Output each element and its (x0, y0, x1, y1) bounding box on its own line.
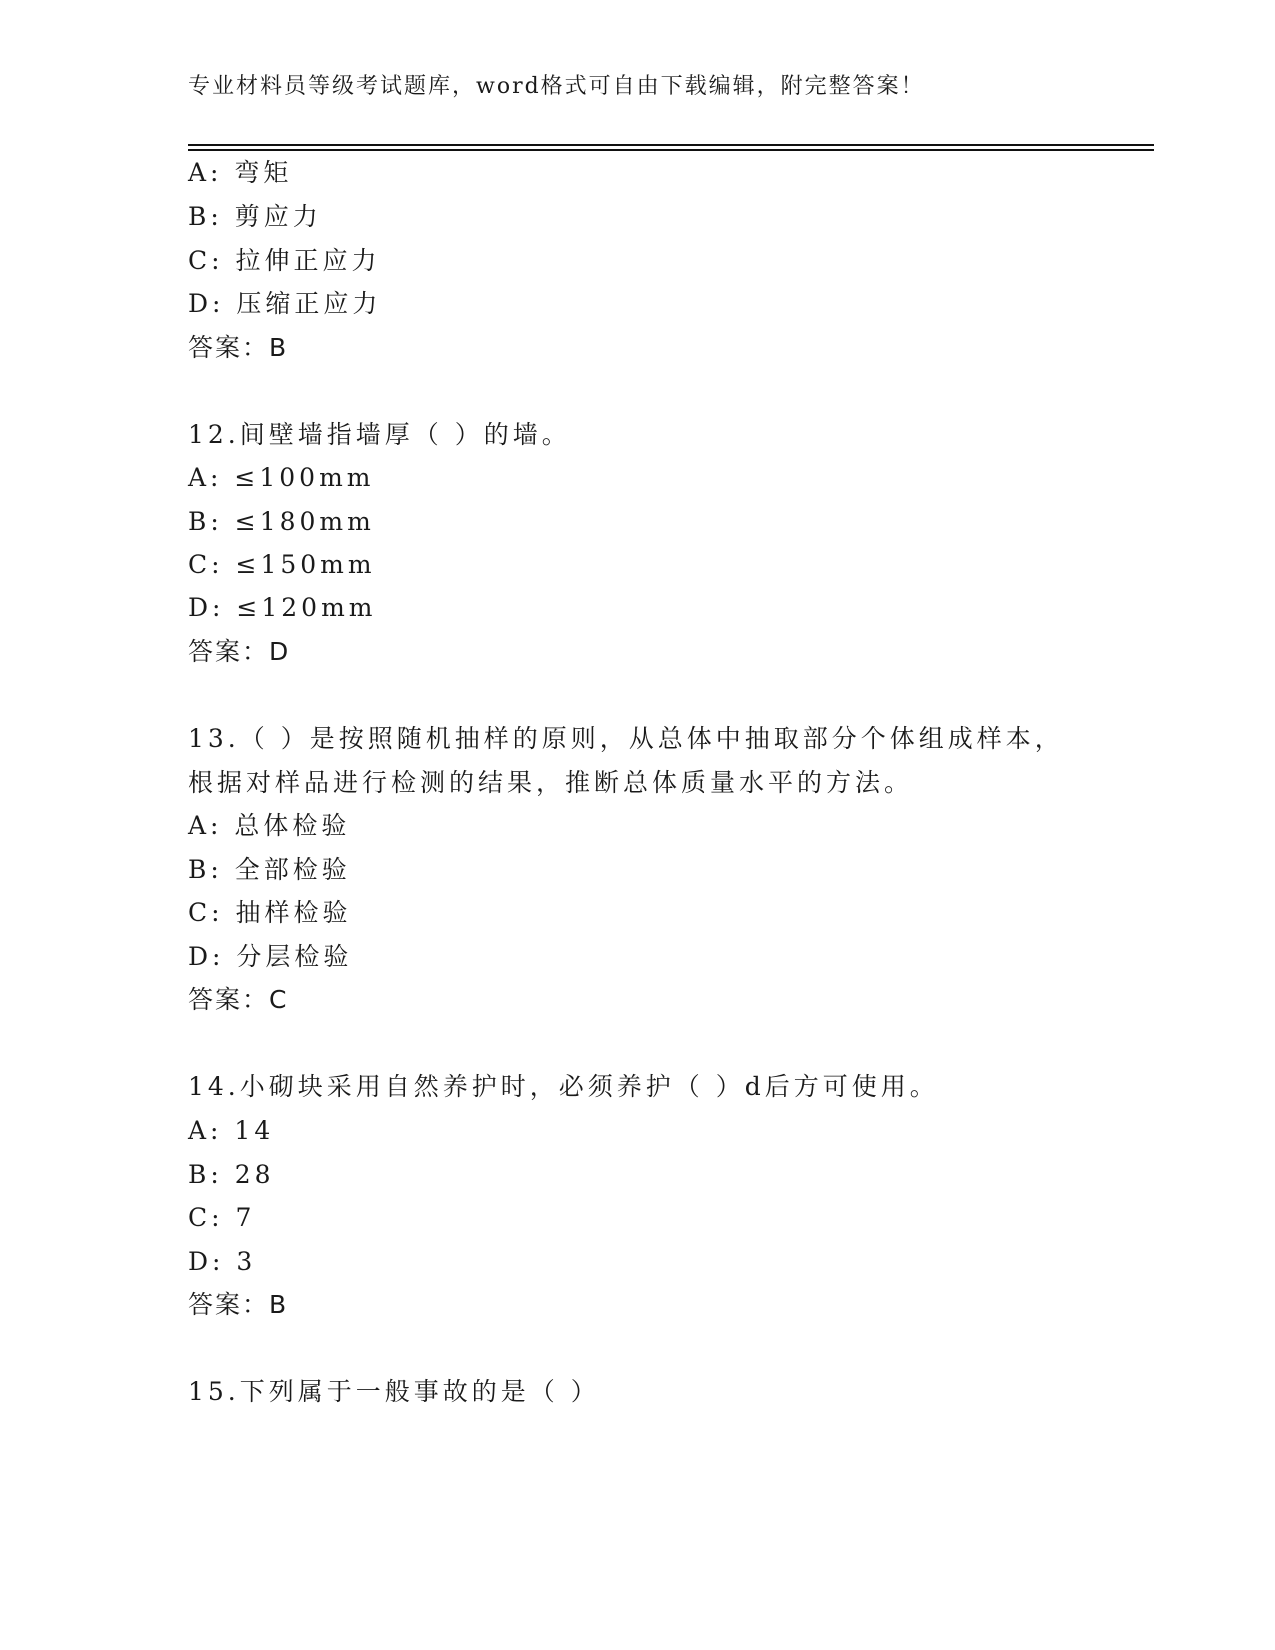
q11-option-d: D: 压缩正应力 (188, 289, 382, 318)
header-rule-top (188, 144, 1154, 146)
q12-option-a: A: ≤100mm (188, 463, 375, 492)
page-header: 专业材料员等级考试题库，word格式可自由下载编辑，附完整答案！ (188, 74, 925, 99)
q12-option-c: C: ≤150mm (188, 550, 376, 579)
q13-option-a: A: 总体检验 (188, 811, 351, 840)
q11-option-c: C: 拉伸正应力 (188, 246, 381, 275)
q13-answer: 答案：C (188, 985, 289, 1014)
q11-option-b: B: 剪应力 (188, 202, 322, 231)
q11-option-a: A: 弯矩 (188, 158, 293, 187)
q11-answer: 答案：B (188, 333, 289, 362)
q12-option-b: B: ≤180mm (188, 507, 375, 536)
q13-stem-line-1: 13.（ ）是按照随机抽样的原则，从总体中抽取部分个体组成样本， (188, 724, 1064, 753)
q14-option-a: A: 14 (188, 1116, 275, 1145)
q13-option-c: C: 抽样检验 (188, 898, 352, 927)
q12-answer: 答案：D (188, 637, 291, 666)
header-rule-bottom (188, 149, 1154, 151)
q13-option-b: B: 全部检验 (188, 855, 351, 884)
q14-option-b: B: 28 (188, 1160, 275, 1189)
q14-answer: 答案：B (188, 1290, 289, 1319)
q14-option-c: C: 7 (188, 1203, 256, 1232)
q12-option-d: D: ≤120mm (188, 593, 377, 622)
q14-stem: 14.小砌块采用自然养护时，必须养护（ ）d后方可使用。 (188, 1072, 939, 1101)
q15-stem: 15.下列属于一般事故的是（ ） (188, 1377, 600, 1406)
q13-option-d: D: 分层检验 (188, 942, 353, 971)
q13-stem-line-2: 根据对样品进行检测的结果，推断总体质量水平的方法。 (188, 768, 914, 797)
q14-option-d: D: 3 (188, 1247, 257, 1276)
q12-stem: 12.间壁墙指墙厚（ ）的墙。 (188, 420, 571, 449)
